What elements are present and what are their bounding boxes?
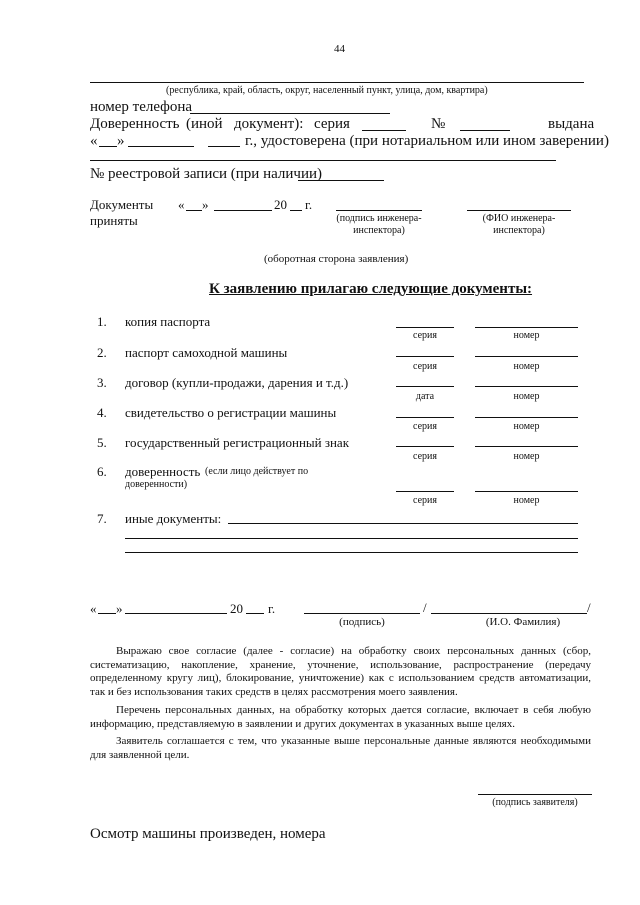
attachment-caption-2: номер: [513, 361, 540, 372]
attachment-caption-1: серия: [413, 451, 437, 462]
address-caption: (республика, край, область, округ, населенный пункт, улица, дом, квартира): [166, 85, 488, 96]
inspection-text: Осмотр машины произведен, номера: [90, 826, 326, 842]
attachment-label: копия паспорта: [125, 314, 211, 329]
other-docs-num: 7.: [97, 511, 107, 526]
accepted-year-field[interactable]: [290, 210, 302, 211]
attachment-caption-2: номер: [513, 391, 540, 402]
attachment-field-2[interactable]: [475, 327, 578, 328]
poa-series-field[interactable]: [362, 130, 406, 131]
applicant-consent-signature-caption: (подпись заявителя): [492, 797, 578, 808]
attachment-field-1[interactable]: [396, 356, 454, 357]
poa-quote-close: »: [117, 133, 125, 149]
accepted-year-suffix: г.: [305, 197, 313, 212]
poa-issued-label: выдана: [548, 116, 595, 132]
poa-year-field[interactable]: [208, 146, 240, 147]
attachment-caption-1: серия: [413, 361, 437, 372]
attachment-field-1[interactable]: [396, 491, 454, 492]
applicant-slash-2: /: [587, 600, 591, 615]
applicant-quote-close: »: [116, 601, 123, 616]
accepted-century: 20: [274, 197, 287, 212]
attachment-field-2[interactable]: [475, 356, 578, 357]
attachment-num: 6.: [97, 464, 107, 479]
attachment-label: доверенность: [125, 464, 201, 479]
applicant-year-field[interactable]: [246, 613, 264, 614]
applicant-name-caption: (И.О. Фамилия): [485, 616, 561, 628]
attachment-field-2[interactable]: [475, 491, 578, 492]
attachment-caption-1: серия: [413, 495, 437, 506]
attachments-heading: К заявлению прилагаю следующие документы:: [209, 281, 533, 297]
poa-other: (иной: [186, 116, 223, 132]
attachment-field-2[interactable]: [475, 386, 578, 387]
attachment-num: 3.: [97, 375, 107, 390]
applicant-name-field[interactable]: [431, 613, 587, 614]
attachment-caption-2: номер: [513, 421, 540, 432]
applicant-century: 20: [230, 601, 243, 616]
other-docs-field-1[interactable]: [228, 523, 578, 524]
attachment-field-1[interactable]: [396, 417, 454, 418]
attachment-label: свидетельство о регистрации машины: [125, 405, 337, 420]
poa-month-field[interactable]: [128, 146, 194, 147]
applicant-year-suffix: г.: [268, 601, 276, 616]
attachment-field-1[interactable]: [396, 327, 454, 328]
poa-label: Доверенность: [90, 116, 180, 132]
extra-line[interactable]: [90, 160, 556, 161]
attachment-num: 4.: [97, 405, 107, 420]
consent-paragraph-2: Перечень персональных данных, на обработку которых дается согласие, включает в себя любую информацию, представляемую в заявлении и других документах в указанных выше целях.: [90, 704, 591, 730]
consent-paragraph-1: Выражаю свое согласие (далее - согласие) на обработку своих персональных данных (сбор, систематизацию, накопление, хранение, уточнение, использование, распространение (передачу определенному кругу лиц), блокирование, уничтожение) как с использованием средств автоматизации, так и без использования таких средств в целях рассмотрения моего заявления.: [90, 645, 591, 698]
attachment-label: договор (купли-продажи, дарения и т.д.): [125, 375, 349, 390]
accepted-quote-close: »: [202, 197, 209, 212]
inspector-signature-caption-2: инспектора): [353, 225, 405, 236]
consent-paragraph-3: Заявитель соглашается с тем, что указанные выше персональные данные являются необходимыми для заявленной цели.: [90, 735, 591, 761]
accepted-month-field[interactable]: [214, 210, 272, 211]
applicant-signature-caption: (подпись): [339, 616, 385, 628]
attachment-label-note-2: доверенности): [125, 479, 188, 490]
inspector-name-caption-2: инспектора): [493, 225, 545, 236]
attachment-num: 2.: [97, 345, 107, 360]
inspector-name-caption-1: (ФИО инженера-: [482, 213, 556, 224]
attachment-field-1[interactable]: [396, 446, 454, 447]
accepted-label-2: приняты: [90, 213, 138, 228]
registry-field[interactable]: [298, 180, 384, 181]
applicant-quote-open: «: [90, 601, 97, 616]
poa-quote-open: «: [90, 133, 98, 149]
attachment-caption-1: дата: [415, 391, 435, 402]
inspector-name-field[interactable]: [467, 210, 571, 211]
attachment-caption-1: серия: [413, 421, 437, 432]
phone-label: номер телефона: [90, 99, 193, 115]
reverse-side-caption: (оборотная сторона заявления): [264, 253, 409, 265]
attachment-caption-2: номер: [513, 495, 540, 506]
applicant-month-field[interactable]: [125, 613, 227, 614]
applicant-signature-field[interactable]: [304, 613, 420, 614]
accepted-day-field[interactable]: [186, 210, 202, 211]
attachment-caption-2: номер: [513, 451, 540, 462]
attachment-label-note: (если лицо действует по: [205, 466, 309, 477]
applicant-slash-1: /: [423, 600, 427, 615]
attachment-caption-1: серия: [413, 330, 437, 341]
attachment-caption-2: номер: [513, 330, 540, 341]
attachment-num: 5.: [97, 435, 107, 450]
attachment-field-2[interactable]: [475, 417, 578, 418]
other-docs-field-3[interactable]: [125, 552, 578, 553]
other-docs-field-2[interactable]: [125, 538, 578, 539]
poa-number-label: №: [431, 116, 446, 132]
applicant-consent-signature-field[interactable]: [478, 794, 592, 795]
poa-series-label: серия: [314, 116, 350, 132]
poa-number-field[interactable]: [460, 130, 510, 131]
other-docs-label: иные документы:: [125, 511, 222, 526]
page-number: 44: [334, 43, 345, 55]
registry-label: № реестровой записи (при наличии): [90, 166, 323, 182]
attachment-label: государственный регистрационный знак: [125, 435, 350, 450]
inspector-signature-caption-1: (подпись инженера-: [336, 213, 422, 224]
poa-day-field[interactable]: [99, 146, 117, 147]
applicant-day-field[interactable]: [98, 613, 116, 614]
phone-field[interactable]: [190, 113, 390, 114]
inspector-signature-field[interactable]: [336, 210, 422, 211]
address-line[interactable]: [90, 82, 584, 83]
poa-year-suffix: г., удостоверена (при нотариальном или ином заверении): [245, 133, 609, 149]
attachment-field-2[interactable]: [475, 446, 578, 447]
accepted-label-1: Документы: [90, 197, 154, 212]
attachment-field-1[interactable]: [396, 386, 454, 387]
accepted-quote-open: «: [178, 197, 185, 212]
attachment-label: паспорт самоходной машины: [125, 345, 288, 360]
attachment-num: 1.: [97, 314, 107, 329]
poa-document: документ):: [234, 116, 304, 132]
